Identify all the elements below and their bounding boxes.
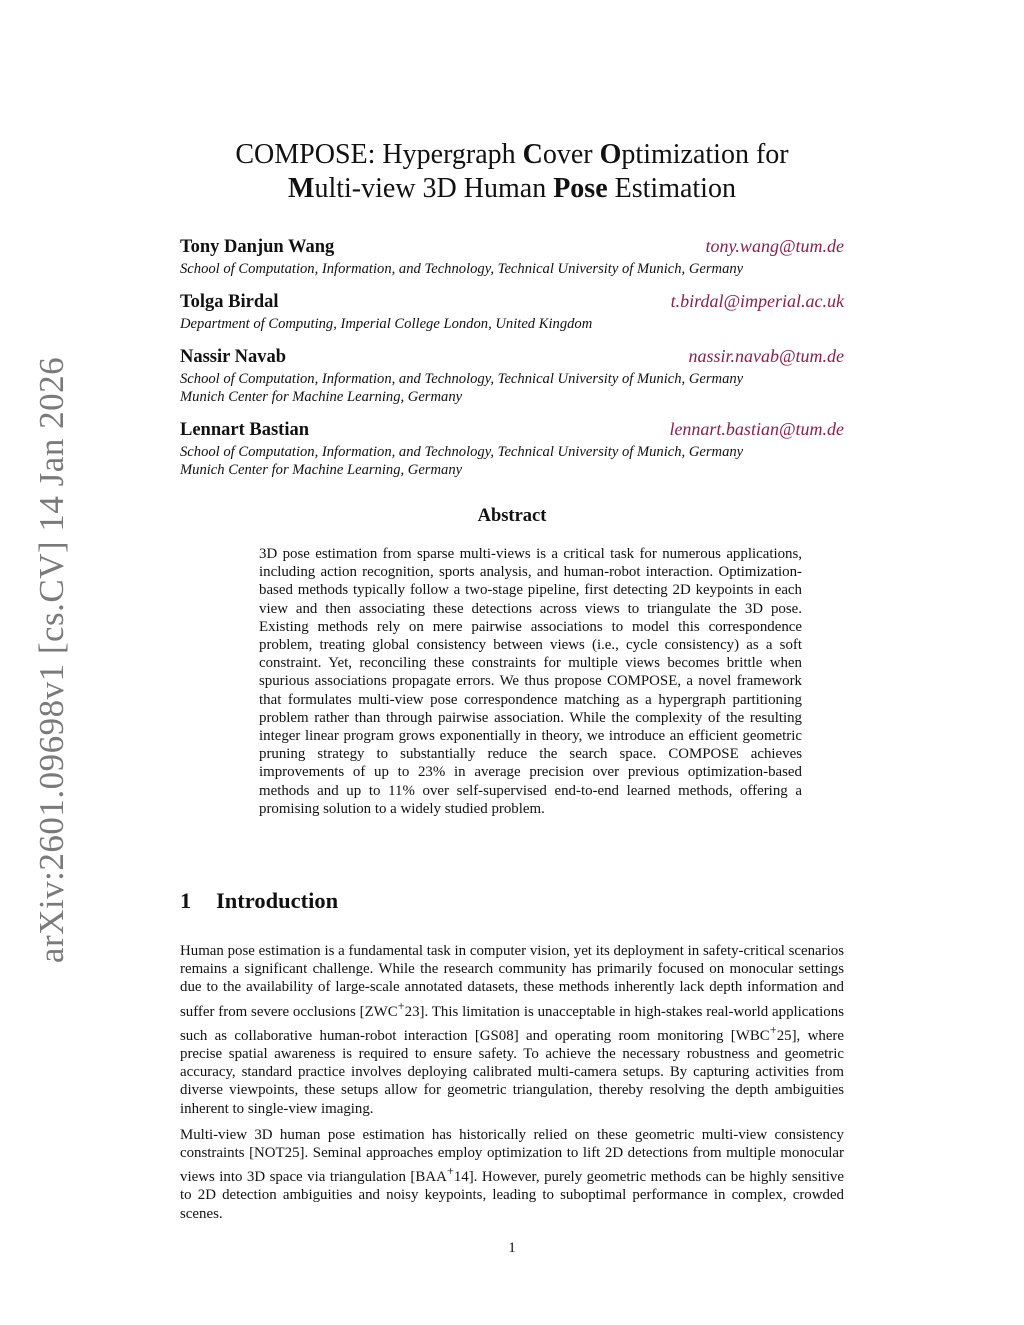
author-affiliation: Munich Center for Machine Learning, Germany xyxy=(180,389,463,405)
title-segment: Estimation xyxy=(607,173,736,204)
title-segment: over xyxy=(542,139,600,170)
author-list xyxy=(180,236,844,492)
author-name: Nassir Navab xyxy=(180,347,287,367)
superscript: + xyxy=(446,1164,454,1179)
text-run: Multi-view 3D human pose estimation has historically relied on these geometric multi-view consistency constraints [NOT25]. Seminal approaches employ optimization to lift 2D detections from multiple monocular views into 3D space via triangulation [BAA xyxy=(180,1126,844,1186)
author-email-link[interactable]: nassir.navab@tum.de xyxy=(688,346,844,366)
section-body xyxy=(180,942,844,1231)
abstract-heading: Abstract xyxy=(477,506,547,526)
abstract-part: , a novel framework that formulates multi-view pose correspondence matching as a hypergraph partitioning problem rather than through pairwise association. While the complexity of the resulting integer linear program grows exponentially in theory, we introduce an efficient geometric pruning strategy to substantially reduce the search space. xyxy=(259,673,802,763)
title-segment-bold: M xyxy=(288,173,315,204)
method-name: COMPOSE xyxy=(606,673,678,690)
text-run: 25], where precise spatial awareness is required to ensure safety. To achieve the necessary robustness and geometric accuracy, standard practice involves deploying calibrated multi-camera setups. By capturing activities from diverse viewpoints, these setups allow for geometric triangulation, thereby resolving the depth ambiguities inherent to single-view imaging. xyxy=(180,1027,844,1117)
abstract-part: 3D pose estimation from sparse multi-views is a critical task for numerous applications, including action recognition, sports analysis, and human-robot interaction. Optimization-based methods typically follow a two-stage pipeline, first detecting 2D keypoints in each view and then associating these detections across views to triangulate the 3D pose. Existing methods rely on mere pairwise associations to model this correspondence problem, treating global consistency between views (i.e., cycle consistency) as a soft constraint. Yet, reconciling these constraints for multiple views becomes brittle when spurious associations propagate errors. We thus propose xyxy=(259,546,802,690)
author-name: Tolga Birdal xyxy=(180,292,279,312)
arxiv-identifier-stamp[interactable]: arXiv:2601.09698v1 [cs.CV] 14 Jan 2026 xyxy=(32,356,71,964)
abstract-text xyxy=(259,545,802,818)
abstract-part: achieves improvements of up to 23% in average precision over previous optimization-based methods and up to 11% over self-supervised end-to-end learned methods, offering a promising solution to a widely studied problem. xyxy=(259,746,802,817)
author-email-link[interactable]: tony.wang@tum.de xyxy=(705,236,844,256)
superscript: + xyxy=(769,1022,777,1037)
title-segment: ptimization for xyxy=(621,139,789,170)
title-segment-bold: O xyxy=(599,139,622,170)
title-segment: ulti-view 3D Human xyxy=(314,173,554,204)
paragraph xyxy=(180,942,844,1118)
author-block xyxy=(180,236,844,278)
paragraph xyxy=(180,1126,844,1223)
author-affiliation: School of Computation, Information, and Technology, Technical University of Munich, Germany xyxy=(180,444,744,460)
author-email-link[interactable]: lennart.bastian@tum.de xyxy=(669,419,844,439)
method-name: COMPOSE xyxy=(668,746,739,763)
paper-title xyxy=(0,138,1024,206)
author-affiliation: School of Computation, Information, and Technology, Technical University of Munich, Germany xyxy=(180,261,744,277)
section-title: Introduction xyxy=(216,888,339,913)
superscript: + xyxy=(397,998,405,1013)
author-email-link[interactable]: t.birdal@imperial.ac.uk xyxy=(670,291,844,311)
author-name: Lennart Bastian xyxy=(180,420,310,440)
author-block xyxy=(180,419,844,479)
author-affiliation: Department of Computing, Imperial College London, United Kingdom xyxy=(180,316,593,332)
text-run: 14]. However, purely geometric methods can be highly sensitive to 2D detection ambiguities and noisy keypoints, leading to suboptimal performance in complex, crowded scenes. xyxy=(180,1169,844,1222)
section-heading xyxy=(180,888,338,914)
author-name: Tony Danjun Wang xyxy=(180,237,335,257)
page-number: 1 xyxy=(508,1240,516,1256)
title-segment-bold: C xyxy=(522,139,543,170)
section-number: 1 xyxy=(180,888,192,913)
title-line-2 xyxy=(0,172,1024,206)
author-block xyxy=(180,291,844,333)
title-segment-bold: Pose xyxy=(553,173,608,204)
text-run: 23]. This limitation is unacceptable in high-stakes real-world applications such as collaborative human-robot interaction [GS08] and operating room monitoring [WBC xyxy=(180,1003,844,1044)
author-affiliation: Munich Center for Machine Learning, Germany xyxy=(180,462,463,478)
text-run: Human pose estimation is a fundamental task in computer vision, yet its deployment in safety-critical scenarios remains a significant challenge. While the research community has primarily focused on monocular settings due to the availability of large-scale annotated datasets, these methods inherently lack depth information and suffer from severe occlusions [ZWC xyxy=(180,943,844,1020)
author-block xyxy=(180,346,844,406)
author-affiliation: School of Computation, Information, and Technology, Technical University of Munich, Germany xyxy=(180,371,744,387)
title-segment: COMPOSE: Hypergraph xyxy=(235,139,523,170)
title-line-1 xyxy=(0,138,1024,172)
